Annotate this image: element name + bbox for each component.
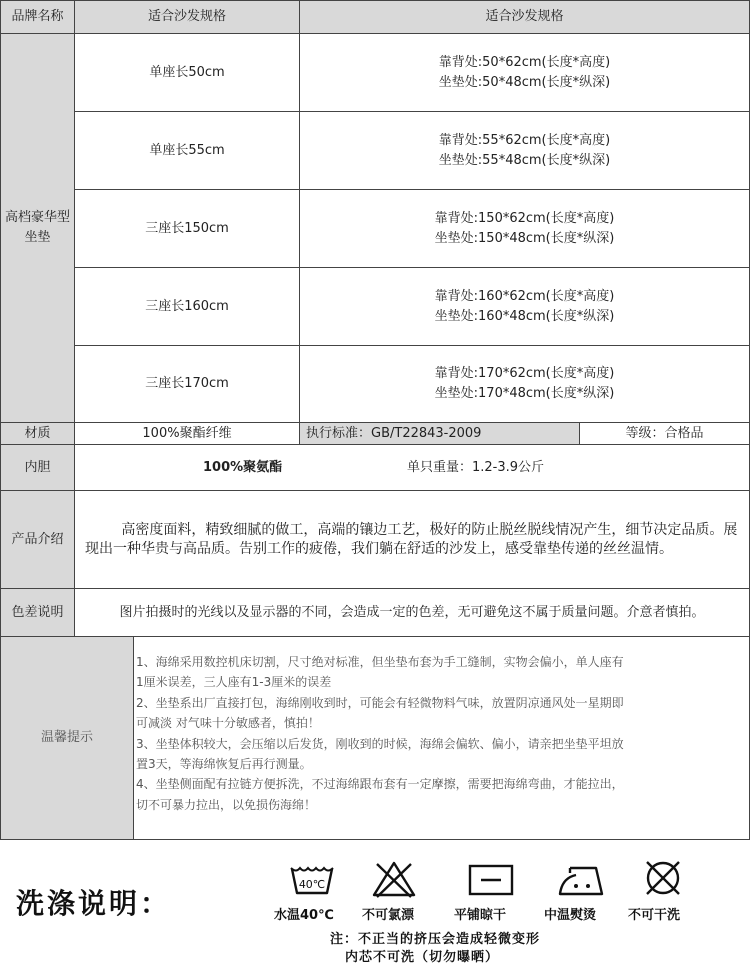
no-dry-clean-label: 不可干洗 [628, 908, 681, 923]
tip-line: 置3天，等海绵恢复后再行测量。 [136, 757, 312, 772]
standard-cell: 执行标准：GB/T22843-2009 [299, 422, 580, 445]
seat-size-3: 坐垫处:150*48cm(长度*纵深) [434, 230, 615, 246]
spec-cell-2: 单座长55cm [74, 111, 300, 190]
size-cell-4 [299, 267, 750, 346]
tip-line: 1、海绵采用数控机床切割，尺寸绝对标准，但坐垫布套为手工缝制，实物会偏小，单人座有 [136, 655, 624, 669]
intro-cell [74, 490, 750, 589]
dry-flat-icon [468, 864, 514, 896]
wash-tub-40-icon [288, 862, 336, 898]
tip-line: 切不可暴力拉出，以免损伤海绵！ [136, 797, 317, 812]
tip-line: 2、坐垫系出厂直接打包，海绵刚收到时，可能会有轻微物料气味，放置阴凉通风处一星期即 [136, 695, 624, 710]
seat-size-5: 坐垫处:170*48cm(长度*纵深) [434, 386, 615, 401]
spec-cell-4: 三座长160cm [74, 267, 300, 346]
material-label-cell: 材质 [0, 422, 75, 445]
no-bleach-label: 不可氯漂 [362, 908, 415, 923]
back-size-5: 靠背处:170*62cm(长度*高度) [434, 366, 615, 381]
spec-cell-5: 三座长170cm [74, 345, 300, 423]
color-note-cell [74, 588, 750, 637]
color-note-text: 图片拍摄时的光线以及显示器的不同，会造成一定的色差，无可避免这不属于质量问题。介意者慎拍。 [119, 605, 705, 620]
filling-value: 100%聚氨酯 [203, 459, 283, 475]
back-size-3: 靠背处:150*62cm(长度*高度) [434, 210, 615, 226]
size-cell-1 [299, 33, 750, 112]
size-cell-5 [299, 345, 750, 423]
product-name: 高档豪华型坐垫 [5, 210, 71, 245]
tip-line: 4、坐垫侧面配有拉链方便拆洗，不过海绵跟布套有一定摩擦，需要把海绵弯曲，才能拉出， [136, 777, 624, 792]
seat-size-2: 坐垫处:55*48cm(长度*纵深) [438, 152, 611, 168]
seat-size-4: 坐垫处:160*48cm(长度*纵深) [434, 308, 615, 324]
size-cell-2 [299, 111, 750, 190]
washing-note-line2: 内芯不可洗（切勿曝晒） [345, 950, 500, 965]
grade-cell: 等级：合格品 [579, 422, 750, 445]
no-bleach-icon [371, 860, 417, 898]
iron-medium-label: 中温熨烫 [544, 908, 597, 923]
back-size-4: 靠背处:160*62cm(长度*高度) [434, 288, 615, 304]
back-size-1: 靠背处:50*62cm(长度*高度) [438, 54, 611, 70]
washing-note-line1: 注：不正当的挤压会造成轻微变形 [330, 932, 541, 947]
tip-line: 可减淡 对气味十分敏感者，慎拍！ [136, 716, 320, 731]
wash-temp-badge: 40℃ [298, 878, 326, 891]
size-cell-3 [299, 189, 750, 268]
no-dry-clean-icon [643, 858, 683, 898]
color-label-cell: 色差说明 [0, 588, 75, 637]
back-size-2: 靠背处:55*62cm(长度*高度) [438, 132, 611, 148]
product-name-cell [0, 33, 75, 423]
seat-size-1: 坐垫处:50*48cm(长度*纵深) [438, 74, 611, 90]
tips-label-cell: 温馨提示 [0, 636, 134, 840]
spec-cell-1: 单座长50cm [74, 33, 300, 112]
iron-medium-icon [556, 862, 608, 898]
intro-text: 高密度面料，精致细腻的做工，高端的镶边工艺，极好的防止脱丝脱线情况产生，细节决定品质。展现出一种华贵与高品质。告别工作的疲倦，我们躺在舒适的沙发上，感受靠垫传递的丝丝温情。 [85, 521, 738, 557]
washing-title: 洗涤说明： [16, 887, 172, 920]
filling-weight: 单只重量：1.2-3.9公斤 [407, 459, 545, 475]
wash-temp-label: 水温40℃ [274, 908, 334, 923]
spec-cell-3: 三座长150cm [74, 189, 300, 268]
tips-cell [133, 636, 750, 840]
intro-label-cell: 产品介绍 [0, 490, 75, 589]
dry-flat-label: 平铺晾干 [454, 908, 507, 923]
header-brand-cell: 品牌名称 [0, 0, 75, 34]
tip-line: 3、坐垫体积较大，会压缩以后发货，刚收到的时候，海绵会偏软、偏小，请亲把坐垫平坦放 [136, 736, 624, 751]
material-value-cell: 100%聚酯纤维 [74, 422, 300, 445]
filling-label-cell: 内胆 [0, 444, 75, 491]
header-size-cell: 适合沙发规格 [299, 0, 750, 34]
header-spec-cell: 适合沙发规格 [74, 0, 300, 34]
filling-row-cell [74, 444, 750, 491]
tip-line: 1厘米误差，三人座有1-3厘米的误差 [136, 675, 332, 690]
